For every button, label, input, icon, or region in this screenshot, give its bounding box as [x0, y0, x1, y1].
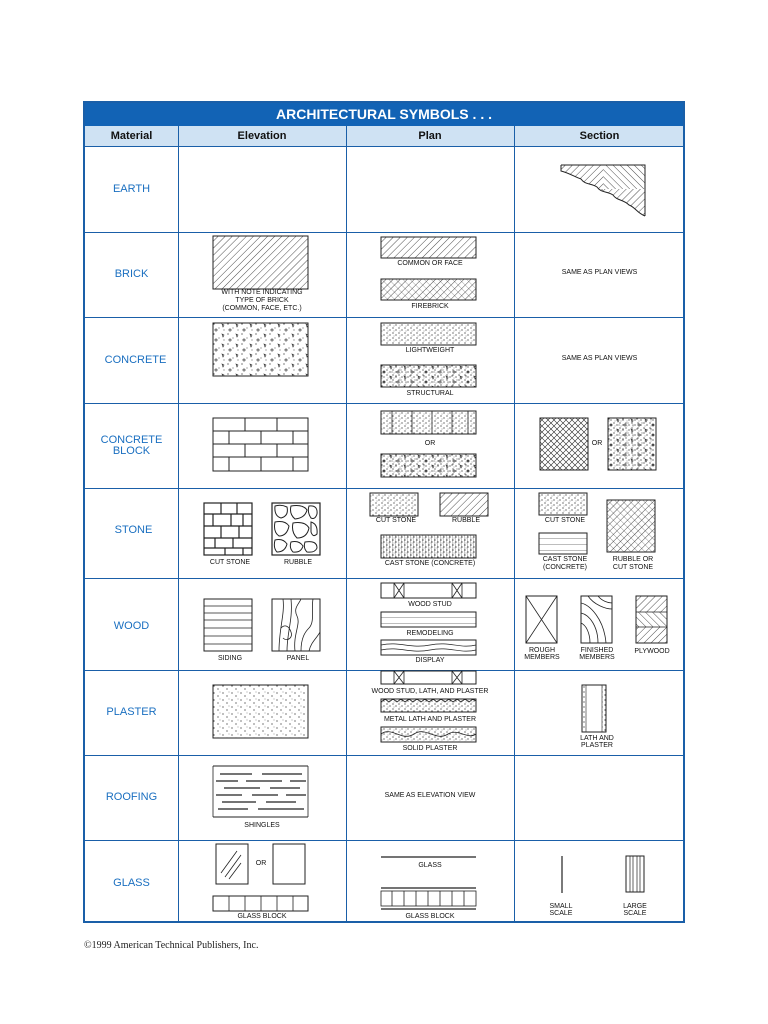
wood-display-label: DISPLAY [415, 657, 445, 664]
stone-elev-cut-symbol [203, 502, 255, 558]
glass-small-label: SMALL [549, 903, 573, 910]
brick-plan-firebrick-label: FIREBRICK [411, 303, 449, 310]
plaster-metal-label: METAL LATH AND PLASTER [383, 716, 477, 723]
wood-section-plywood-symbol [635, 595, 669, 645]
brick-plan-firebrick-symbol [380, 278, 478, 302]
wood-rough-label: MEMBERS [524, 654, 560, 661]
glass-plan-block-symbol [380, 887, 478, 911]
plaster-plan-metal-symbol [380, 698, 478, 714]
wood-remodel-label: REMODELING [406, 630, 454, 637]
stone-section-rubble-symbol [606, 499, 658, 555]
glass-plan-symbol [380, 855, 478, 861]
glass-large-label: SCALE [623, 910, 647, 917]
concrete-block-section-or: OR [591, 440, 603, 447]
wood-plan-display-symbol [380, 639, 478, 657]
material-roofing: ROOFING [105, 791, 158, 803]
glass-elev-block-label: GLASS BLOCK [237, 913, 287, 920]
wood-finished-label: MEMBERS [579, 654, 615, 661]
material-earth: EARTH [112, 183, 151, 195]
roofing-shingles-label: SHINGLES [244, 822, 280, 829]
col-section: Section [579, 130, 620, 142]
material-concrete: CONCRETE [104, 354, 167, 366]
material-glass: GLASS [113, 877, 150, 889]
material-stone: STONE [114, 524, 153, 536]
wood-elev-siding-symbol [203, 598, 255, 654]
concrete-plan-structural-symbol [380, 364, 478, 389]
glass-section-large-symbol [625, 855, 647, 895]
col-material: Material [110, 130, 153, 142]
glass-large-label: LARGE [623, 903, 647, 910]
roofing-elevation-symbol [212, 764, 310, 820]
stone-plan-cast-symbol [380, 534, 478, 560]
col-elevation: Elevation [237, 130, 287, 142]
col-divider [514, 126, 515, 921]
concrete-block-plan-alt-symbol [380, 453, 478, 479]
plaster-elevation-symbol [212, 684, 310, 740]
stone-plan-cut-symbol [369, 492, 421, 518]
glass-small-label: SCALE [549, 910, 573, 917]
stone-section-cast-label: CAST STONE [542, 556, 588, 563]
wood-stud-label: WOOD STUD [408, 601, 452, 608]
stone-section-rubble-label: CUT STONE [612, 564, 654, 571]
glass-elev-pane-symbol [215, 843, 251, 887]
col-divider [178, 126, 179, 921]
col-plan: Plan [418, 130, 442, 142]
brick-elev-label: TYPE OF BRICK [235, 297, 289, 304]
plaster-solid-label: SOLID PLASTER [402, 745, 458, 752]
glass-plan-block-label: GLASS BLOCK [405, 913, 455, 920]
row-divider [85, 317, 683, 318]
glass-elev-or: OR [255, 860, 267, 867]
glass-elev-pane-alt-symbol [272, 843, 308, 887]
stone-elev-rubble-label: RUBBLE [283, 559, 312, 566]
concrete-block-section-aggregate [607, 417, 659, 473]
brick-section-label: SAME AS PLAN VIEWS [561, 269, 638, 276]
brick-elev-label: (COMMON, FACE, ETC.) [222, 305, 302, 312]
roofing-plan-label: SAME AS ELEVATION VIEW [384, 792, 476, 799]
concrete-block-or-label: OR [424, 440, 436, 447]
plaster-plan-stud-symbol [380, 670, 478, 686]
stone-elev-cut-label: CUT STONE [209, 559, 251, 566]
row-divider [85, 232, 683, 233]
material-plaster: PLASTER [106, 706, 157, 718]
concrete-block-section-crosshatch [539, 417, 591, 473]
brick-elevation-symbol [212, 235, 310, 291]
concrete-block-elevation-symbol [212, 417, 310, 473]
brick-plan-common-label: COMMON OR FACE [397, 260, 463, 267]
wood-siding-label: SIDING [217, 655, 243, 662]
plaster-section-symbol [580, 684, 610, 734]
glass-plan-label: GLASS [418, 862, 442, 869]
stone-section-cut-label: CUT STONE [544, 517, 586, 524]
plaster-section-label: PLASTER [581, 742, 613, 749]
plaster-plan-solid-symbol [380, 726, 478, 744]
brick-plan-common-symbol [380, 236, 478, 260]
stone-elev-rubble-symbol [271, 502, 323, 558]
row-divider [85, 403, 683, 404]
plaster-stud-label: WOOD STUD, LATH, AND PLASTER [371, 688, 489, 695]
stone-plan-cut-label: CUT STONE [375, 517, 417, 524]
row-divider [85, 488, 683, 489]
brick-elev-label: WITH NOTE INDICATING [221, 289, 303, 296]
stone-section-cast-label: (CONCRETE) [543, 564, 587, 571]
concrete-section-label: SAME AS PLAN VIEWS [561, 355, 638, 362]
wood-elev-panel-symbol [271, 598, 323, 654]
copyright-footer: ©1999 American Technical Publishers, Inc. [84, 940, 259, 951]
symbols-table [83, 101, 685, 923]
wood-panel-label: PANEL [286, 655, 310, 662]
wood-finished-label: FINISHED [580, 647, 614, 654]
stone-section-cast-symbol [538, 532, 590, 556]
stone-plan-rubble-label: RUBBLE [451, 517, 480, 524]
material-brick: BRICK [114, 268, 149, 280]
stone-section-cut-symbol [538, 492, 590, 518]
wood-rough-label: ROUGH [528, 647, 556, 654]
wood-plywood-label: PLYWOOD [634, 648, 670, 655]
wood-plan-stud-symbol [380, 582, 478, 600]
stone-plan-rubble-symbol [439, 492, 491, 518]
concrete-block-plan-symbol [380, 410, 478, 436]
glass-elev-block-symbol [212, 895, 310, 913]
wood-section-finished-symbol [580, 595, 614, 645]
table-title: ARCHITECTURAL SYMBOLS . . . [85, 103, 683, 126]
row-divider [85, 755, 683, 756]
concrete-elevation-symbol [212, 322, 310, 378]
row-divider [85, 840, 683, 841]
wood-section-rough-symbol [525, 595, 559, 645]
material-wood: WOOD [113, 620, 150, 632]
earth-section-symbol [557, 159, 647, 219]
concrete-light-label: LIGHTWEIGHT [405, 347, 455, 354]
header-row [85, 126, 683, 147]
row-divider [85, 578, 683, 579]
plaster-section-label: LATH AND [580, 735, 614, 742]
material-concrete-block: CONCRETE BLOCK [100, 434, 163, 457]
concrete-struct-label: STRUCTURAL [406, 390, 454, 397]
stone-section-rubble-label: RUBBLE OR [612, 556, 654, 563]
stone-plan-cast-label: CAST STONE (CONCRETE) [384, 560, 476, 567]
col-divider [346, 126, 347, 921]
glass-section-small-symbol [559, 855, 565, 895]
concrete-plan-lightweight-symbol [380, 322, 478, 347]
wood-plan-remodel-symbol [380, 611, 478, 629]
